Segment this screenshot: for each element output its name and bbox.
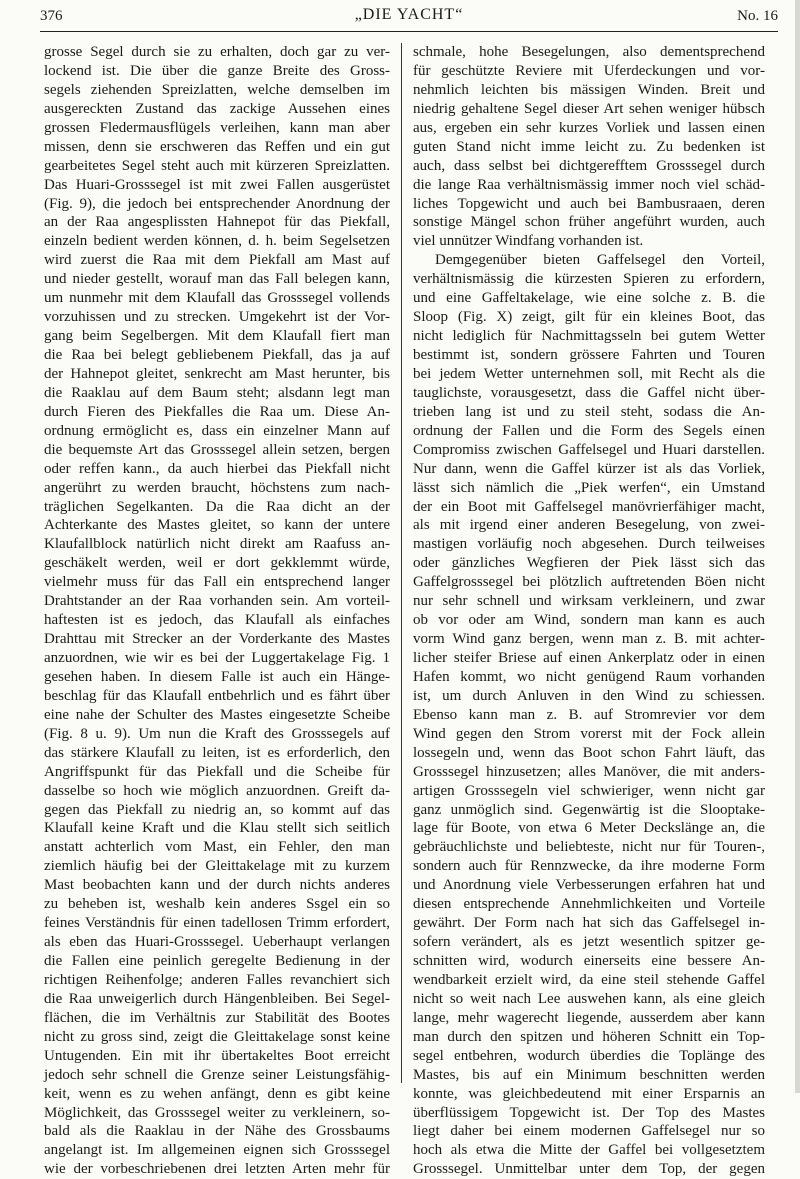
text-line: trieben lang ist und zu steil steht, sodass die An- <box>413 403 765 420</box>
text-line: anstatt achterlich vom Mast, ein Fehler, den man <box>44 839 390 856</box>
text-line: bestimmt ist, sondern grössere Fahrten und Touren <box>413 347 765 363</box>
text-line: lage für Boote, von etwa 6 Meter Deckslänge an, die <box>413 820 765 837</box>
text-line: eine nahe der Schulter des Mastes eingesetzte Scheibe <box>44 706 390 723</box>
text-line: gewährt. Der Form nach hat sich das Gaffelsegel in- <box>413 915 765 932</box>
text-line: als mit irgend einer anderen Besegelung, von zwei- <box>413 517 765 534</box>
text-line: und Anordnung viele Verbesserungen erfahren hat und <box>413 877 765 894</box>
text-line: beschlag für das Klaufall entbehrlich und es fährt über <box>44 687 390 704</box>
text-line: sonstige Mängel schon früher angeführt wurden, auch <box>413 214 765 231</box>
text-line: mastigen vorläufig noch abgesehen. Durch teilweises <box>413 536 765 553</box>
text-line: einzeln bedient werden können, d. h. beim Segelsetzen <box>44 233 390 250</box>
text-line: (Fig. 9), die jedoch bei entsprechender Anordnung der <box>44 195 390 212</box>
text-line: die Raaklau auf dem Baum steht; alsdann legt man <box>44 384 390 401</box>
text-line: missen, denn sie erschweren das Reffen und ein gut <box>44 138 390 155</box>
text-line: (Fig. 8 u. 9). Um nun die Kraft des Grosssegels auf <box>44 725 390 742</box>
text-line: Möglichkeit, das Grosssegel weiter zu verkleinern, so- <box>44 1104 390 1121</box>
text-line: angelangt ist. Im allgemeinen eignen sich Grosssegel <box>44 1142 390 1159</box>
text-line: grossen Fledermausflügels verleihen, kann man aber <box>44 119 390 136</box>
text-line: ordnung ermöglicht es, dass ein einzelner Mann auf <box>44 422 390 439</box>
text-line: die Raa bei belegt gebliebenem Piekfall, das ja auf <box>44 347 390 363</box>
text-line: liegt daher bei einem modernen Gaffelsegel nur so <box>413 1123 765 1140</box>
text-line: haftesten ist es jedoch, das Klaufall als einfaches <box>44 612 390 629</box>
text-line: artigen Grosssegeln viel schwieriger, wenn nicht gar <box>413 782 765 799</box>
text-line: segels ziehenden Spreizlatten, welche demselben im <box>44 81 390 98</box>
text-line: sondern auch für Rennzwecke, da ihre moderne Form <box>413 858 765 875</box>
text-line: lockend ist. Die über die ganze Breite des Gross- <box>44 62 390 79</box>
text-line: nicht lediglich für Nachmittagsseln bei gutem Wetter <box>413 328 765 345</box>
text-line: liches Topgewicht und auch bei Bambusraaen, deren <box>413 195 765 212</box>
text-line: die Fallen eine peinlich geregelte Bedienung in der <box>44 953 390 969</box>
text-line: gesehen haben. In diesem Falle ist auch ein Hänge- <box>44 668 390 685</box>
text-line: angerührt zu werden braucht, höchstens zum nach- <box>44 479 390 496</box>
text-line: viel unnützer Windfang vorhanden ist. <box>413 233 644 250</box>
text-line: ganz unmöglich sind. Gegenwärtig ist die Slooptake- <box>413 801 765 818</box>
text-line: geschäkelt werden, weil er dort gekklemmt würde, <box>44 555 390 572</box>
text-line: nicht zu gross sind, zeigt die Gleittakelage sonst keine <box>44 1028 390 1045</box>
header-rule <box>40 31 778 32</box>
text-line: für geschützte Reviere mit Uferdeckungen und vor- <box>413 62 765 79</box>
text-line: Grosssegel hinzusetzen; alles Manöver, die mit anders- <box>413 763 765 780</box>
text-line: ausgereckten Zustand das zackige Aussehen eines <box>44 100 390 117</box>
text-line: oder reffen kann., da auch hierbei das Piekfall nicht <box>44 460 390 477</box>
text-line: niedrig gehaltene Segel dieser Art sehen weniger hübsch <box>413 100 765 117</box>
text-line: licher steifer Briese auf einen Ankerplatz oder in einen <box>413 650 765 666</box>
text-line: Drahtstander an der Raa vorhanden sein. Am vorteil- <box>44 593 390 610</box>
text-line: jedoch sehr schnell die Grenze seiner Leistungsfähig- <box>44 1066 390 1083</box>
text-line: und eine Gaffeltakelage, wie eine solche z. B. die <box>413 290 765 307</box>
text-line: wie der vorbeschriebenen drei letzten Arten mehr für <box>44 1161 390 1178</box>
text-line: Sloop (Fig. X) zeigt, gilt für ein kleines Boot, das <box>413 309 765 326</box>
text-line: Mastes, bis auf ein Minimum beschnitten werden <box>413 1066 765 1083</box>
text-line: durch Fieren des Piekfalles die Raa um. Diese An- <box>44 403 390 420</box>
text-line: aus, ergeben ein sehr kurzes Vorliek und lassen einen <box>413 119 765 136</box>
page-number: 376 <box>40 8 63 24</box>
page-header <box>40 6 778 28</box>
text-line: an der Raa angesplissten Hahnepot für das Piekfall, <box>44 214 390 231</box>
text-line: als eben das Huari-Grosssegel. Ueberhaupt verlangen <box>44 934 390 951</box>
text-line: Grosssegel. Unmittelbar unter dem Top, der gegen <box>413 1161 765 1178</box>
text-line: tauglichste, vorausgesetzt, dass die Gaffel nicht über- <box>413 384 765 401</box>
right-column <box>413 43 765 1178</box>
text-line: ob vor oder am Wind, sondern man kann es auch <box>413 612 765 629</box>
text-line: lossegeln und, wenn das Boot schon Fahrt läuft, das <box>413 744 765 761</box>
text-line: die bequemste Art das Grosssegel allein setzen, bergen <box>44 441 390 458</box>
text-line: verhältnismässig die kürzesten Spieren zu erfordern, <box>413 271 765 288</box>
text-line: der Hahnepot gleitet, senkrecht am Mast herunter, bis <box>44 365 390 382</box>
text-line: ist, um durch Anluven in den Wind zu schiessen. <box>413 687 765 704</box>
text-line: Untugenden. Ein mit ihr übertakeltes Boot erreicht <box>44 1047 390 1064</box>
text-line: Compromiss zwischen Gaffelsegel und Huari darstellen. <box>413 441 765 458</box>
text-line: feines Verständnis für einen tadellosen Trimm erfordert, <box>44 915 390 932</box>
text-line: richtigen Reihenfolge; anderen Falles revanchiert sich <box>44 971 390 988</box>
text-line: vorm Wind ganz bergen, wenn man z. B. mit achter- <box>413 631 765 648</box>
text-line: der ein Boot mit Gaffelsegel manövrierfähiger macht, <box>413 498 765 515</box>
text-line: auch, dass selbst bei dichtgerefftem Grosssegel durch <box>413 157 765 174</box>
text-line: Klaufallblock natürlich nicht direkt am Raafuss an- <box>44 536 390 553</box>
text-line: das stärkere Klaufall zu leiten, ist es erforderlich, den <box>44 744 390 761</box>
text-line: diesen entsprechende Annehmlichkeiten und Vorteile <box>413 896 765 913</box>
text-line: nur sehr schnell und wirksam verkleinern, und zwar <box>413 593 765 610</box>
text-line: gegen das Piekfall zu niedrig an, so kommt auf das <box>44 801 390 818</box>
text-line: Klaufall keine Kraft und die Klau stellt sich seitlich <box>44 820 390 837</box>
text-line: um nunmehr mit dem Klaufall das Grosssegel vollends <box>44 290 390 307</box>
text-line: dasselbe so hoch wie möglich anzuordnen. Greift da- <box>44 782 390 799</box>
text-line: man durch den spitzen und höheren Schnitt ein Top- <box>413 1028 765 1045</box>
text-line: schnitten wird, wodurch einerseits eine bessere An- <box>413 953 765 969</box>
text-line: segel entbehren, wodurch überdies die Toplänge des <box>413 1047 765 1064</box>
text-line: träglichen Segelkanten. Da die Raa dicht an der <box>44 498 390 515</box>
text-line: Wind gegen den Strom vorerst mit der Fock allein <box>413 725 765 742</box>
text-line: nehmlich leichten bis mässigen Winden. Breit und <box>413 81 765 98</box>
text-line: anzuordnen, wie wir es bei der Luggertakelage Fig. 1 <box>44 650 390 666</box>
text-line: Gaffelgrosssegel bei plötzlich auftretenden Böen nicht <box>413 574 765 591</box>
issue-number: No. 16 <box>737 8 778 24</box>
column-divider <box>401 43 402 1083</box>
text-line: die lange Raa verhältnismässig immer noch viel schäd- <box>413 176 765 193</box>
text-line: oder gänzliches Wegfieren der Piek lässt sich das <box>413 555 765 572</box>
page-edge <box>795 0 800 1093</box>
text-line: wird zuerst die Raa mit dem Piekfall am Mast auf <box>44 252 390 269</box>
text-line: Mast beobachten kann und der durch nichts anderes <box>44 877 390 894</box>
text-line: Ebenso kann man z. B. auf Stromrevier vor dem <box>413 706 765 723</box>
text-line: vorzuhissen und zu strecken. Umgekehrt ist der Vor- <box>44 309 390 326</box>
text-line: lässt sich nämlich die „Piek werfen“, ein Umstand <box>413 479 765 496</box>
text-line: Demgegenüber bieten Gaffelsegel den Vorteil, <box>435 252 765 269</box>
text-line: gang beim Segelbergen. Mit dem Klaufall fiert man <box>44 328 390 345</box>
text-line: gearbeitetes Segel steht auch mit kürzeren Spreizlatten. <box>44 157 390 174</box>
text-line: Drahttau mit Strecker an der Vorderkante des Mastes <box>44 631 390 648</box>
text-line: flächen, die im Verhältnis zur Stabilität des Bootes <box>44 1009 390 1026</box>
text-line: hoch als etwa die Mitte der Gaffel bei vollgesetztem <box>413 1142 765 1159</box>
text-line: ordnung der Fallen und die Form des Segels einen <box>413 422 765 439</box>
text-line: Hafen kommt, wo nicht genügend Raum vorhanden <box>413 668 765 685</box>
text-line: keit, wenn es zu wehen anfängt, denn es gibt keine <box>44 1085 390 1102</box>
text-line: bald als die Raaklau in der Nähe des Grossbaums <box>44 1123 390 1140</box>
text-line: und nieder gestellt, worauf man das Fall belegen kann, <box>44 271 390 288</box>
text-line: konnte, was gleichbedeutend mit einer Ersparnis an <box>413 1085 765 1102</box>
text-line: zu beheben ist, weshalb kein anderes Ssgel ein so <box>44 896 390 913</box>
text-line: guten Stand nicht imme leicht zu. Zu bedenken ist <box>413 138 765 155</box>
text-line: sofern verändert, als es jetzt wesentlich spitzer ge- <box>413 934 765 951</box>
text-line: die Raa unweigerlich durch Hängenbleiben. Bei Segel- <box>44 990 390 1007</box>
text-line: lange, mehr wagerecht liegende, ausserdem aber kann <box>413 1009 765 1026</box>
text-line: vielmehr muss für das Fall ein entsprechend langer <box>44 574 390 591</box>
text-line: schmale, hohe Besegelungen, also dementsprechend <box>413 44 765 60</box>
text-line: Das Huari-Grosssegel ist mit zwei Fallen ausgerüstet <box>44 176 390 193</box>
text-line: grosse Segel durch sie zu erhalten, doch gar zu ver- <box>44 44 390 60</box>
text-line: bei jedem Wetter unternehmen soll, mit Recht als die <box>413 365 765 382</box>
text-line: Achterkante des Mastes gleitet, so kann der untere <box>44 517 390 534</box>
journal-title: „DIE YACHT“ <box>354 6 464 23</box>
text-line: gebräuchlichste und beliebteste, nicht nur für Touren-, <box>413 839 765 856</box>
text-line: Angriffspunkt für das Piekfall und die Scheibe für <box>44 763 390 780</box>
text-line: Nur dann, wenn die Gaffel kürzer ist als das Vorliek, <box>413 460 765 477</box>
text-line: wendbarkeit erzielt wird, da eine steil stehende Gaffel <box>413 971 765 988</box>
text-line: nicht so weit nach Lee auswehen kann, als eine gleich <box>413 990 765 1007</box>
left-column <box>44 43 390 1178</box>
text-line: ziemlich häufig bei der Gleittakelage mit zu kurzem <box>44 858 390 875</box>
text-line: überflüssigem Topgewicht ist. Der Top des Mastes <box>413 1104 765 1121</box>
